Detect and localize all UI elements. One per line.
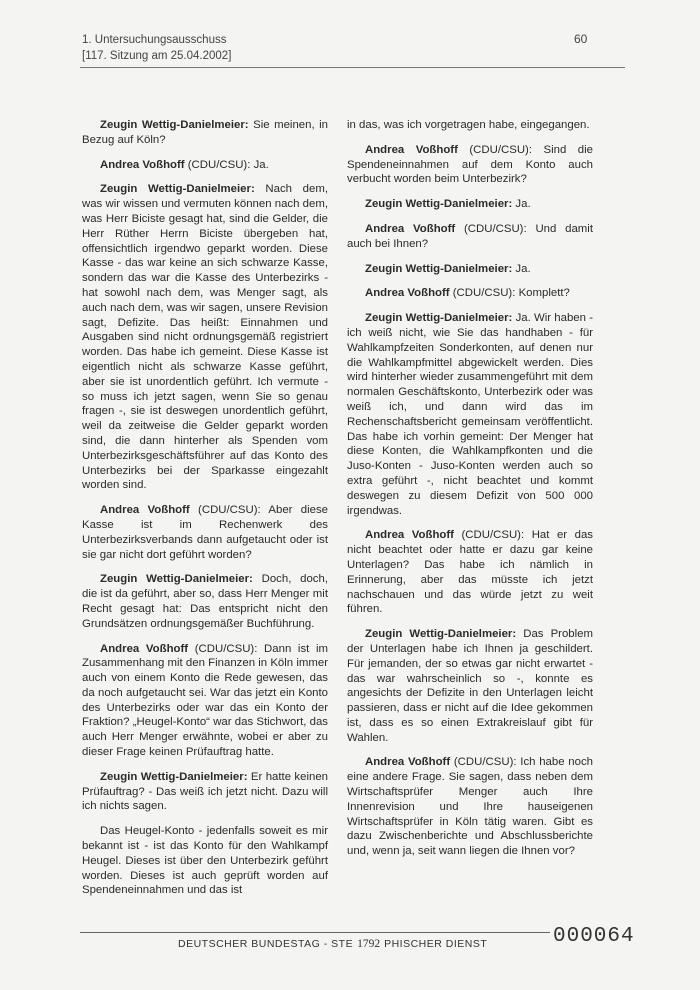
- page-header: [82, 32, 231, 64]
- transcript-paragraph: [347, 197, 593, 212]
- statement-text: Ja. Wir haben - ich weiß nicht, wie Sie das handhaben - für Wahlkampfzeiten Sonderkonten, auf denen nur die Wahlkampfmittel abgewickelt werden. Dies wird hinterher wieder zusammengeführt mit dem normalen Geschäftskonto, Unterbezirk oder was weiß ich, und dann wird das im Rechenschaftsbericht gemeinsam veröffentlicht. Das habe ich vorhin gemeint: Der Menger hat diese Konten, die Wahlkampfkonten und die Juso-Konten - Juso-Konten werden auch so extra geführt -, nicht beachtet und kommt deswegen zu diesem Defizit von 500 000 irgendwas.: [347, 312, 594, 517]
- speaker-name: Zeugin Wettig-Danielmeier:: [365, 198, 513, 211]
- statement-text: Das Heugel-Konto - jedenfalls soweit es mir bekannt ist - ist das Konto für den Wahlkampf Heugel. Dieses ist über den Unterbezirk geführt worden. Dieses ist auch geprüft worden auf Spendeneinnahmen und das ist: [82, 825, 328, 897]
- header-divider: [80, 67, 625, 68]
- speaker-affiliation: (CDU/CSU):: [461, 529, 525, 542]
- statement-text: Nach dem, was wir wissen und vermuten können nach dem, was Herr Biciste gesagt hat, sind die Gelder, die Herr Rüther Herrn Biciste übergeben hat, offensichtlich irgendwo geparkt worden. Diese Kasse - das war keine an sich schwarze Kasse, sondern das war die Kasse des Unterbezirks - hat sowohl nach dem, was Menger sagt, als auch nach dem, was wir sagen, unsere Revision sagt, Defizite. Das heißt: Einnahmen und Ausgaben sind nicht ordnungsgemäß registriert worden. Das habe ich gemeint. Diese Kasse ist eigentlich nicht als schwarze Kasse geführt, aber sie ist unordentlich geführt. Ich vermute - so muss ich jetzt sagen, wenn Sie so genau fragen -, sie ist deswegen unordentlich geführt, weil da zeitweise die Gelder geparkt worden sind, die dann hinterher als Spenden vom Unterbezirksgeschäftsführer auf das Konto des Unterbezirks bei der Sparkasse eingezahlt worden sind.: [82, 183, 328, 492]
- page-number: 60: [574, 32, 588, 46]
- speaker-affiliation: (CDU/CSU):: [452, 287, 516, 300]
- statement-text: Doch, doch, die ist da geführt, aber so, dass Herr Menger mit Recht gesagt hat: Das entspricht nicht den Grundsätzen ordnungsgemäßer Buchführung.: [82, 573, 328, 630]
- transcript-paragraph: [82, 503, 328, 562]
- footer-number: 1792: [357, 938, 381, 950]
- speaker-name: Andrea Voßhoff: [365, 529, 454, 542]
- right-column: [347, 118, 593, 869]
- statement-text: Das Problem der Unterlagen habe ich Ihnen ja geschildert. Für jemanden, der so etwas gar nicht erwartet - das war wahrscheinlich so -, konnte es angesichts der Defizite in den Unterlagen leicht passieren, dass er nicht auf die Idee gekommen ist, dass es so einen Extrakreislauf gibt für Wahlen.: [347, 628, 593, 744]
- statement-text: Ich habe noch eine andere Frage. Sie sagen, dass neben dem Wirtschaftsprüfer Menger auch Ihre Innenrevision und Ihre hauseigenen Wirtschaftsprüfer in Köln tätig waren. Gibt es dazu Zwischenberichte und Abschlussberichte und, wenn ja, seit wann liegen die Ihnen vor?: [347, 756, 593, 858]
- transcript-paragraph: [82, 770, 328, 814]
- statement-text: Dann ist im Zusammenhang mit den Finanzen in Köln immer auch von einem Konto die Rede gewesen, das da noch aufgetaucht sei. War das jetzt ein Konto des Unterbezirks oder war das ein Konto der Fraktion? „Heugel-Konto“ war das Stichwort, das auch Herr Menger erwähnte, wobei er aber zu dieser Frage keinen Prüfauftrag hatte.: [82, 642, 328, 759]
- speaker-affiliation: (CDU/CSU):: [453, 756, 517, 769]
- transcript-paragraph: [347, 755, 593, 859]
- statement-text: Sie meinen, in Bezug auf Köln?: [82, 119, 329, 146]
- speaker-name: Zeugin Wettig-Danielmeier:: [365, 312, 513, 325]
- speaker-name: Zeugin Wettig-Danielmeier:: [100, 183, 255, 196]
- transcript-paragraph: [82, 642, 328, 760]
- transcript-paragraph: [347, 118, 593, 133]
- statement-text: Ja.: [515, 198, 531, 211]
- statement-text: Sind die Spendeneinnahmen auf dem Konto auch verbucht worden beim Unterbezirk?: [347, 143, 593, 186]
- transcript-paragraph: [347, 627, 593, 745]
- statement-text: Ja.: [515, 262, 531, 275]
- speaker-affiliation: (CDU/CSU):: [469, 143, 533, 156]
- statement-text: in das, was ich vorgetragen habe, eingegangen.: [347, 119, 590, 131]
- footer-publisher: DEUTSCHER BUNDESTAG - STE: [178, 938, 354, 950]
- statement-text: Er hatte keinen Prüfauftrag? - Das weiß ich jetzt nicht. Dazu will ich nichts sagen.: [82, 770, 329, 813]
- speaker-name: Andrea Voßhoff: [100, 504, 190, 517]
- speaker-name: Zeugin Wettig-Danielmeier:: [100, 770, 248, 783]
- statement-text: Komplett?: [518, 287, 570, 300]
- transcript-paragraph: [82, 824, 328, 898]
- transcript-paragraph: [347, 222, 593, 252]
- speaker-name: Andrea Voßhoff: [365, 287, 450, 300]
- speaker-name: Zeugin Wettig-Danielmeier:: [100, 119, 249, 131]
- page-stamp: 000064: [553, 925, 635, 948]
- session-info: [117. Sitzung am 25.04.2002]: [82, 50, 232, 62]
- transcript-paragraph: [347, 528, 593, 617]
- committee-name: 1. Untersuchungsausschuss: [82, 34, 227, 46]
- statement-text: Ja.: [253, 158, 269, 171]
- transcript-paragraph: [347, 311, 593, 518]
- speaker-affiliation: (CDU/CSU):: [194, 642, 258, 655]
- speaker-affiliation: (CDU/CSU):: [198, 504, 261, 517]
- transcript-paragraph: [347, 143, 593, 187]
- statement-text: Und damit auch bei Ihnen?: [347, 222, 593, 250]
- speaker-name: Zeugin Wettig-Danielmeier:: [365, 628, 517, 641]
- speaker-affiliation: (CDU/CSU):: [464, 222, 527, 235]
- left-column: [82, 118, 328, 908]
- speaker-name: Andrea Voßhoff: [365, 222, 456, 235]
- speaker-name: Andrea Voßhoff: [365, 756, 451, 769]
- footer-text: [178, 938, 487, 950]
- statement-text: Hat er das nicht beachtet oder hatte er dazu gar keine Unterlagen? Das habe ich nämlich in Erinnerung, aber das müsste ich jetzt nachschauen und das würde jetzt zu weit führen.: [347, 529, 593, 616]
- transcript-paragraph: [82, 572, 328, 631]
- transcript-paragraph: [82, 118, 328, 148]
- transcript-paragraph: [82, 158, 328, 173]
- transcript-paragraph: [347, 262, 593, 277]
- speaker-affiliation: (CDU/CSU):: [187, 158, 251, 171]
- speaker-name: Andrea Voßhoff: [365, 143, 458, 156]
- footer-divider: [80, 932, 550, 933]
- speaker-name: Zeugin Wettig-Danielmeier:: [365, 262, 513, 275]
- speaker-name: Zeugin Wettig-Danielmeier:: [100, 573, 253, 586]
- transcript-paragraph: [347, 286, 593, 301]
- statement-text: Aber diese Kasse ist im Rechenwerk des Unterbezirksverbands dann aufgetaucht oder ist sie gar nicht dort geführt worden?: [82, 504, 328, 561]
- footer-service: PHISCHER DIENST: [384, 938, 488, 950]
- speaker-name: Andrea Voßhoff: [100, 158, 185, 171]
- transcript-paragraph: [82, 182, 328, 493]
- speaker-name: Andrea Voßhoff: [100, 642, 189, 655]
